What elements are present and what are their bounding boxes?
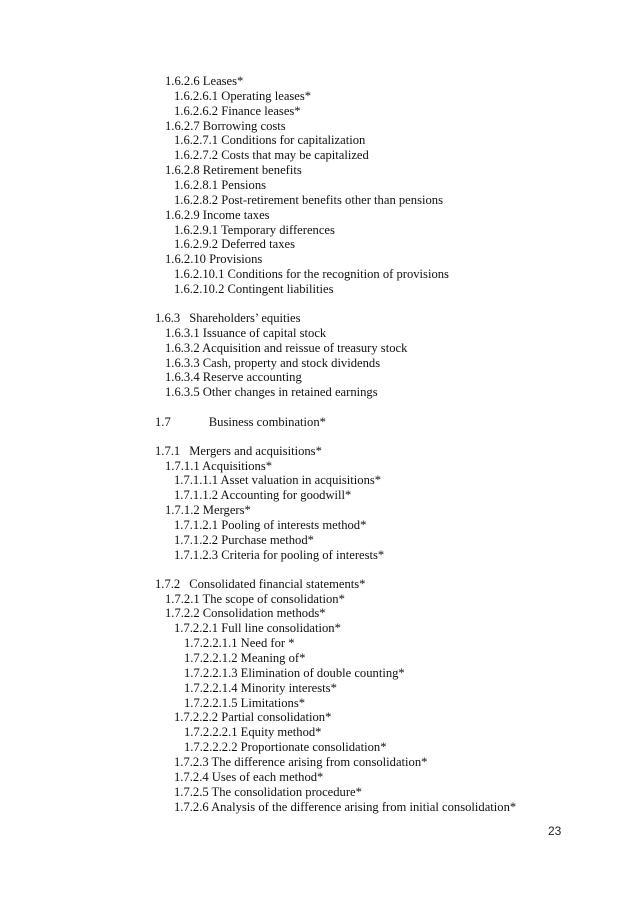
toc-entry: 1.6.2.10.2 Contingent liabilities (174, 281, 334, 296)
toc-entry: 1.6.2.9.2 Deferred taxes (174, 237, 295, 252)
toc-entry: 1.7.2.2.1 Full line consolidation* (174, 621, 341, 636)
toc-entry: 1.7.2.4 Uses of each method* (174, 769, 324, 784)
toc-entry: 1.7.2.2 Consolidation methods* (165, 606, 326, 621)
toc-entry: 1.6.2.6.1 Operating leases* (174, 88, 312, 103)
toc-entry: 1.6.2.10 Provisions (165, 252, 263, 267)
toc-section-title: Shareholders’ equities (189, 311, 301, 325)
toc-section-heading (155, 415, 326, 430)
toc-entry: 1.6.3.4 Reserve accounting (165, 370, 302, 385)
page-number: 23 (548, 824, 562, 838)
toc-section-title: Business combination* (208, 414, 326, 429)
toc-entry: 1.7.2.2.2.1 Equity method* (184, 725, 322, 740)
toc-entry: 1.7.2.2.2.2 Proportionate consolidation* (184, 740, 387, 755)
toc-entry: 1.7.2.2.2 Partial consolidation* (174, 710, 332, 725)
toc-section-heading (155, 311, 301, 326)
toc-section-number: 1.6.3 (155, 311, 181, 325)
toc-entry: 1.6.2.9.1 Temporary differences (174, 222, 335, 237)
toc-entry: 1.6.2.10.1 Conditions for the recognition of provisions (174, 267, 449, 281)
toc-entry: 1.6.2.9 Income taxes (165, 207, 270, 222)
toc-entry: 1.6.3.1 Issuance of capital stock (165, 325, 327, 340)
toc-entry: 1.7.2.1 The scope of consolidation* (165, 591, 345, 606)
toc-entry: 1.6.3.5 Other changes in retained earnings (165, 385, 378, 400)
toc-entry: 1.7.1.2.1 Pooling of interests method* (174, 517, 367, 532)
toc-entry: 1.7.1.1.1 Asset valuation in acquisitions* (174, 473, 382, 488)
toc-entry: 1.7.1.2 Mergers* (165, 503, 251, 517)
toc-entry: 1.6.2.8.2 Post-retirement benefits other than pensions (174, 192, 443, 207)
toc-entry: 1.6.2.8 Retirement benefits (165, 163, 302, 178)
toc-entry: 1.7.2.2.1.5 Limitations* (184, 695, 306, 710)
toc-entry: 1.7.2.5 The consolidation procedure* (174, 784, 362, 799)
toc-entry: 1.6.2.7.2 Costs that may be capitalized (174, 148, 369, 163)
toc-entry: 1.7.2.2.1.2 Meaning of* (184, 651, 306, 665)
toc-section-heading (155, 577, 365, 592)
toc-entry: 1.6.3.3 Cash, property and stock dividends (165, 355, 381, 370)
toc-entry: 1.7.2.2.1.3 Elimination of double counting* (184, 665, 405, 680)
toc-section-heading (155, 444, 322, 459)
toc-entry: 1.7.2.3 The difference arising from consolidation* (174, 754, 428, 769)
toc-section-number: 1.7 (155, 414, 171, 429)
toc-entry: 1.7.2.2.1.4 Minority interests* (184, 680, 337, 695)
toc-section-number: 1.7.1 (155, 443, 181, 458)
toc-entry: 1.7.1.1.2 Accounting for goodwill* (174, 488, 352, 503)
toc-entry: 1.6.2.8.1 Pensions (174, 177, 267, 192)
toc-entry: 1.6.2.6 Leases* (165, 74, 244, 88)
toc-entry: 1.6.2.7.1 Conditions for capitalization (174, 133, 366, 148)
toc-entry: 1.6.2.7 Borrowing costs (165, 118, 286, 133)
toc-entry: 1.7.2.6 Analysis of the difference arising from initial consolidation* (174, 799, 517, 814)
toc-entry: 1.7.1.2.2 Purchase method* (174, 532, 314, 547)
toc-entry: 1.6.2.6.2 Finance leases* (174, 103, 301, 118)
toc-section-number: 1.7.2 (155, 576, 181, 591)
toc-entry: 1.7.2.2.1.1 Need for * (184, 636, 295, 651)
toc-section-title: Consolidated financial statements* (189, 576, 366, 591)
toc-entry: 1.7.1.1 Acquisitions* (165, 458, 273, 473)
toc-section-title: Mergers and acquisitions* (189, 443, 322, 458)
toc-entry: 1.7.1.2.3 Criteria for pooling of interests* (174, 547, 385, 562)
toc-entry: 1.6.3.2 Acquisition and reissue of treasury stock (165, 340, 408, 355)
